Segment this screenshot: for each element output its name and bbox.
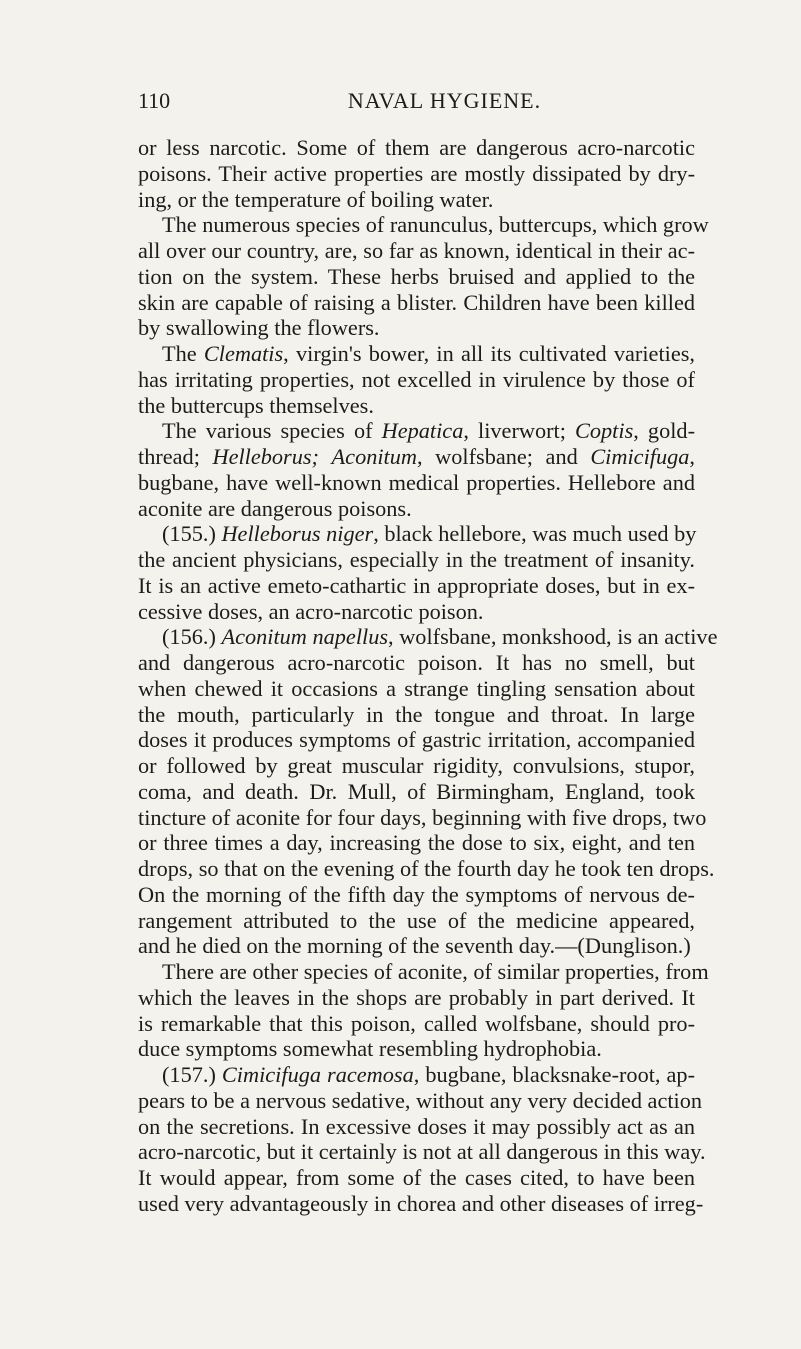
text-line: by swallowing the flowers. [138, 315, 380, 341]
text-line: the mouth, particularly in the tongue and throat. In large [138, 701, 695, 727]
italic-term: Aconitum [331, 444, 418, 469]
text-line: rangement attributed to the use of the medicine appeared, [138, 907, 695, 933]
text-line: when chewed it occasions a strange tingling sensation about [138, 675, 695, 701]
text-line: and he died on the morning of the seventh day.—(Dunglison.) [138, 933, 691, 959]
text-line: It would appear, from some of the cases cited, to have been [138, 1165, 695, 1190]
text-line: which the leaves in the shops are probably in part derived. It [138, 984, 695, 1010]
text-line: pears to be a nervous sedative, without any very decided action [138, 1087, 703, 1113]
italic-term: Helleborus; [212, 444, 319, 469]
text-line: (156.) Aconitum napellus, wolfsbane, monkshood, is an active [162, 624, 718, 650]
text-line: cessive doses, an acro-narcotic poison. [138, 598, 484, 624]
italic-term: Cimicifuga racemosa [221, 1062, 414, 1087]
text-line: on the secretions. In excessive doses it may possibly act as an [138, 1113, 695, 1139]
text-line: There are other species of aconite, of similar properties, from [162, 959, 709, 984]
text-line: duce symptoms somewhat resembling hydrophobia. [138, 1036, 602, 1062]
text-line: bugbane, have well-known medical properties. Hellebore and [138, 469, 695, 495]
text-line: skin are capable of raising a blister. Children have been killed [138, 289, 695, 315]
text-line: acro-narcotic, but it certainly is not at all dangerous in this way. [138, 1139, 706, 1165]
text-line: or three times a day, increasing the dose to six, eight, and ten [138, 830, 695, 856]
text-line: thread; Helleborus; Aconitum, wolfsbane; and Cimicifuga, [138, 444, 695, 469]
text-line: The Clematis, virgin's bower, in all its cultivated varieties, [162, 341, 695, 366]
running-title: NAVAL HYGIENE. [347, 88, 542, 113]
page-header [138, 88, 711, 118]
text-line: aconite are dangerous poisons. [138, 495, 412, 521]
text-line: ing, or the temperature of boiling water. [138, 186, 494, 212]
text-line: tincture of aconite for four days, beginning with five drops, two [138, 804, 707, 830]
text-line: (157.) Cimicifuga racemosa, bugbane, blacksnake-root, ap- [162, 1062, 696, 1087]
text-line: and dangerous acro-narcotic poison. It has no smell, but [138, 650, 695, 675]
page-number: 110 [138, 88, 171, 113]
text-line: (155.) Helleborus niger, black hellebore, was much used by [162, 521, 697, 547]
text-line: It is an active emeto-cathartic in appropriate doses, but in ex- [138, 572, 695, 598]
text-line: or followed by great muscular rigidity, convulsions, stupor, [138, 753, 695, 778]
text-line: is remarkable that this poison, called wolfsbane, should pro- [138, 1010, 695, 1036]
text-line: or less narcotic. Some of them are dangerous acro-narcotic [138, 135, 695, 160]
italic-term: Cimicifuga [590, 444, 690, 469]
italic-term: Aconitum napellus [221, 624, 389, 650]
text-line: On the morning of the fifth day the symptoms of nervous de- [138, 881, 695, 907]
text-line: the buttercups themselves. [138, 392, 374, 418]
text-line: has irritating properties, not excelled in virulence by those of [138, 366, 695, 392]
italic-term: Clematis [203, 341, 284, 366]
text-line: all over our country, are, so far as known, identical in their ac- [138, 238, 695, 263]
italic-term: Coptis [575, 418, 634, 444]
text-line: used very advantageously in chorea and other diseases of irreg- [138, 1190, 704, 1216]
italic-term: Helleborus niger [221, 521, 374, 547]
text-line: poisons. Their active properties are mostly dissipated by dry- [138, 160, 695, 186]
text-line: doses it produces symptoms of gastric irritation, accompanied [138, 727, 695, 753]
text-line: The numerous species of ranunculus, buttercups, which grow [162, 212, 709, 238]
body-text [138, 135, 718, 1217]
text-line: tion on the system. These herbs bruised and applied to the [138, 263, 695, 289]
text-line: drops, so that on the evening of the fourth day he took ten drops. [138, 856, 715, 881]
italic-term: Hepatica [381, 418, 464, 444]
text-line: the ancient physicians, especially in the treatment of insanity. [138, 547, 695, 572]
text-line: coma, and death. Dr. Mull, of Birmingham, England, took [138, 778, 695, 804]
text-line: The various species of Hepatica, liverwort; Coptis, gold- [162, 418, 695, 444]
